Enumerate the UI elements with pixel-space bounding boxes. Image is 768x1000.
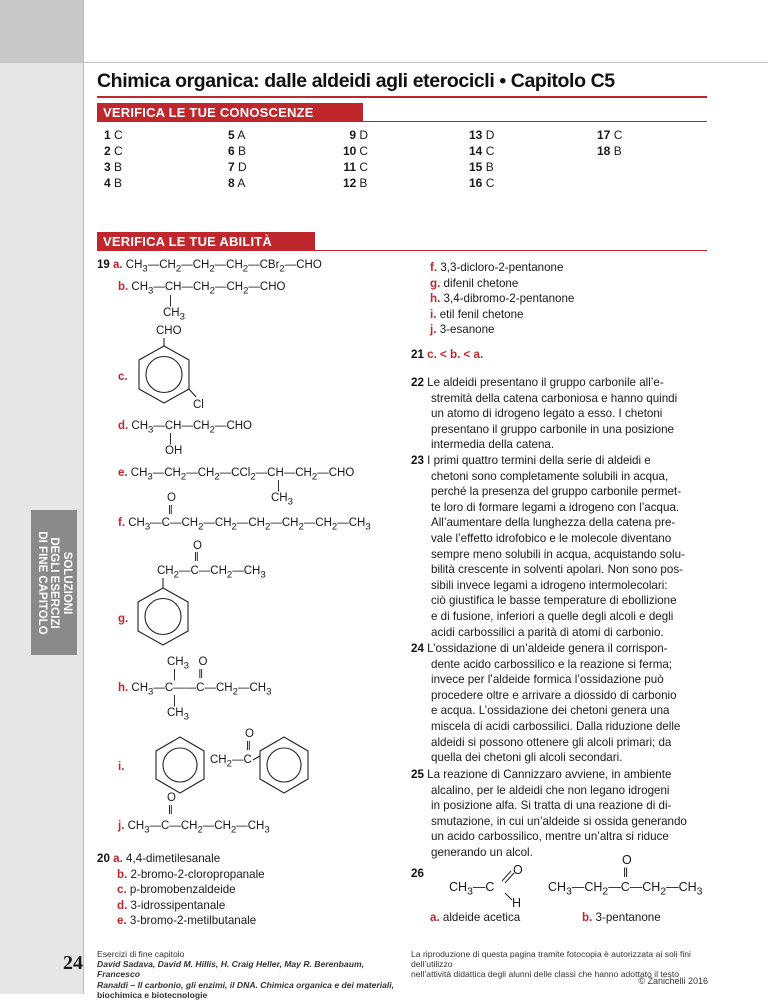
ex20: 20 a. 4,4-dimetilesanale b. 2-bromo-2-cloropropanale c. p-bromobenzaldeide d. 3-idrossipentanale e. 3-bromo-2-metilbutanale: [97, 852, 265, 928]
ex26-b-caption: b. 3-pentanone: [582, 911, 661, 924]
ex19-names: f. 3,3-dicloro-2-pentanone g. difenil chetone h. 3,4-dibromo-2-pentanone i. etil fenil chetone j. 3-esanone: [430, 261, 575, 337]
ex19-g-double-bond: ‖: [194, 552, 199, 564]
answer-column-3: 9 D 10 C 11 C 12 B: [343, 128, 369, 190]
ex19-i-oxygen: O: [245, 728, 254, 740]
ex19-e-bond: |: [277, 480, 280, 492]
ring-c-circle: [146, 357, 182, 393]
ring-c-cl-bond: [189, 389, 196, 397]
ex19-f-double-bond: ‖: [168, 505, 173, 517]
ex26-a-double-bond-2: [502, 871, 511, 881]
ex26-b-oxygen: O: [622, 853, 632, 867]
section-heading-abilita: VERIFICA LE TUE ABILITÀ: [97, 232, 315, 251]
ex26-a-caption: a. aldeide acetica: [430, 911, 521, 924]
ex19-a: 19 a. $CH_3—CH_2—CH_2—CH_2—CBr_2—CHO$: [97, 259, 322, 275]
ex19-h-top: $CH_3$ O: [167, 656, 208, 672]
ex19-j-oxygen: O: [167, 792, 176, 804]
footer-credits: Esercizi di fine capitolo David Sadava, David M. Hillis, H. Craig Heller, May R. Berenbaum, Francesco Ranaldi – Il carbonio, gli enzimi, il DNA. Chimica organica e dei materiali, biochimica e biotecnologie: [97, 949, 395, 1000]
ex26-number: 26: [411, 867, 424, 880]
ex19-h-bonds: | ‖: [173, 669, 204, 681]
ex19-b: b. $CH_3—CH—CH_2—CH_2—CHO$: [118, 281, 286, 297]
ex19-g: $CH_2—C—CH_2—CH_3$: [157, 565, 266, 581]
ex19-h-bond: |: [173, 695, 176, 707]
ex19-f-oxygen: O: [167, 492, 176, 504]
ex19-b-methyl: $CH_3$: [163, 307, 185, 323]
answer-column-4: 13 D 14 C 15 B 16 C: [469, 128, 495, 190]
copyright-notice: © Zanichelli 2016: [638, 976, 708, 986]
ring-i-bond: [253, 756, 260, 760]
ex19-b-bond: |: [169, 295, 172, 307]
ring-g-circle: [145, 599, 181, 635]
ex26-a-oxygen: O: [513, 863, 523, 877]
ex19-f: f. $CH_3—C—CH_2—CH_2—CH_2—CH_2—CH_2—CH_3$: [118, 517, 371, 533]
page-title: Chimica organica: dalle aldeidi agli eterocicli • Capitolo C5: [97, 70, 615, 92]
ex19-d: d. $CH_3—CH—CH_2—CHO$: [118, 420, 252, 436]
ex19-i-label: i.: [118, 761, 125, 773]
ex19-i-double-bond: ‖: [246, 741, 251, 753]
ex26-a-structure: $CH_3—C$: [449, 880, 495, 898]
ex23: 23 I primi quattro termini della serie di aldeidi e chetoni sono completamente solubili in acqua, perché la presenza del gruppo carbonile permet- te loro di formare legami a idrogeno con l’acqua. All’aumentare della lunghezza della catena pre- vale l’effetto idrofobico e le molecole diventano sempre meno solubili in acqua, acquistando solu- bilità crescente in solventi apolari. Non sono pos- sibili invece legami a idrogeno intermolecolari: ciò giustifica le basse temperature di ebollizione e di fusione, inferiori a quelle degli alcoli e degli acidi carbossilici a parità di atomi di carbonio.: [411, 454, 685, 639]
ex26-a-h-bond: [505, 893, 512, 900]
ex19-d-oh: OH: [165, 445, 183, 457]
ex19-c-cho: CHO: [156, 325, 182, 337]
ex19-g-oxygen: O: [193, 540, 202, 552]
ex19-e-methyl: $CH_3$: [271, 492, 293, 508]
ring-i-left-circle: [163, 748, 197, 782]
ex19-e: e. $CH_3—CH_2—CH_2—CCl_2—CH—CH_2—CHO$: [118, 467, 355, 483]
ex19-j-double-bond: ‖: [168, 805, 173, 817]
ex19-c-cl: Cl: [193, 399, 204, 411]
ring-i-right-circle: [267, 748, 301, 782]
ex19-g-label: g.: [118, 613, 129, 625]
ex26-b-structure: $CH_3—CH_2—C—CH_2—CH_3$: [548, 880, 703, 898]
footer-copyright: La riproduzione di questa pagina tramite fotocopia è autorizzata ai soli fini dell’utilizzo nell’attività didattica degli alunni delle classi che hanno adottato il testo: [411, 949, 691, 980]
ex19-d-bond: |: [169, 433, 172, 445]
side-tab-label: SOLUZIONI DEGLI ESERCIZI DI FINE CAPITOLO: [35, 531, 73, 635]
ex19-c-label: c.: [118, 371, 128, 383]
ex26-a-hydrogen: H: [512, 896, 522, 910]
ex19-h-methyl: $CH_3$: [167, 707, 189, 723]
ex25: 25 La reazione di Cannizzaro avviene, in ambiente alcalino, per le aldeidi che non legano idrogeni in posizione alfa. Si tratta di una reazione di di- smutazione, in cui un’aldeide si ossida generando un acido carbossilico, mentre un’altra si riduce generando un alcol.: [411, 768, 687, 859]
page-number: 24: [63, 952, 83, 974]
ex22: 22 Le aldeidi presentano il gruppo carbonile all’e- stremità della catena carboniosa e hanno quindi un atomo di idrogeno legato a esso. I chetoni presentano il gruppo carbonile in una posizione intermedia della catena.: [411, 376, 678, 452]
ex26-b-double-bond: ‖: [623, 866, 629, 880]
ex19-j: j. $CH_3—C—CH_2—CH_2—CH_3$: [118, 820, 270, 836]
answer-column-2: 5 A 6 B 7 D 8 A: [228, 128, 247, 190]
ex19-i: $CH_2—C$: [210, 754, 252, 770]
ex24: 24 L’ossidazione di un’aldeide genera il corrispon- dente acido carbossilico e la reazione si ferma; invece per l’aldeide formica l’ossidazione può procedere oltre e arrivare a diossido di carbonio e acqua. L’ossidazione dei chetoni genera una miscela di acidi carbossilici. Dalla riduzione delle aldeidi si possono ottenere gli alcoli primari; da quella dei chetoni gli alcoli secondari.: [411, 642, 681, 765]
section-heading-conoscenze: VERIFICA LE TUE CONOSCENZE: [97, 103, 363, 122]
ex21: 21 c. < b. < a.: [411, 348, 484, 361]
answer-column-1: 1 C 2 C 3 B 4 B: [104, 128, 123, 190]
answer-column-5: 17 C 18 B: [597, 128, 623, 158]
ex19-h: h. $CH_3—C——C—CH_2—CH_3$: [118, 682, 272, 698]
